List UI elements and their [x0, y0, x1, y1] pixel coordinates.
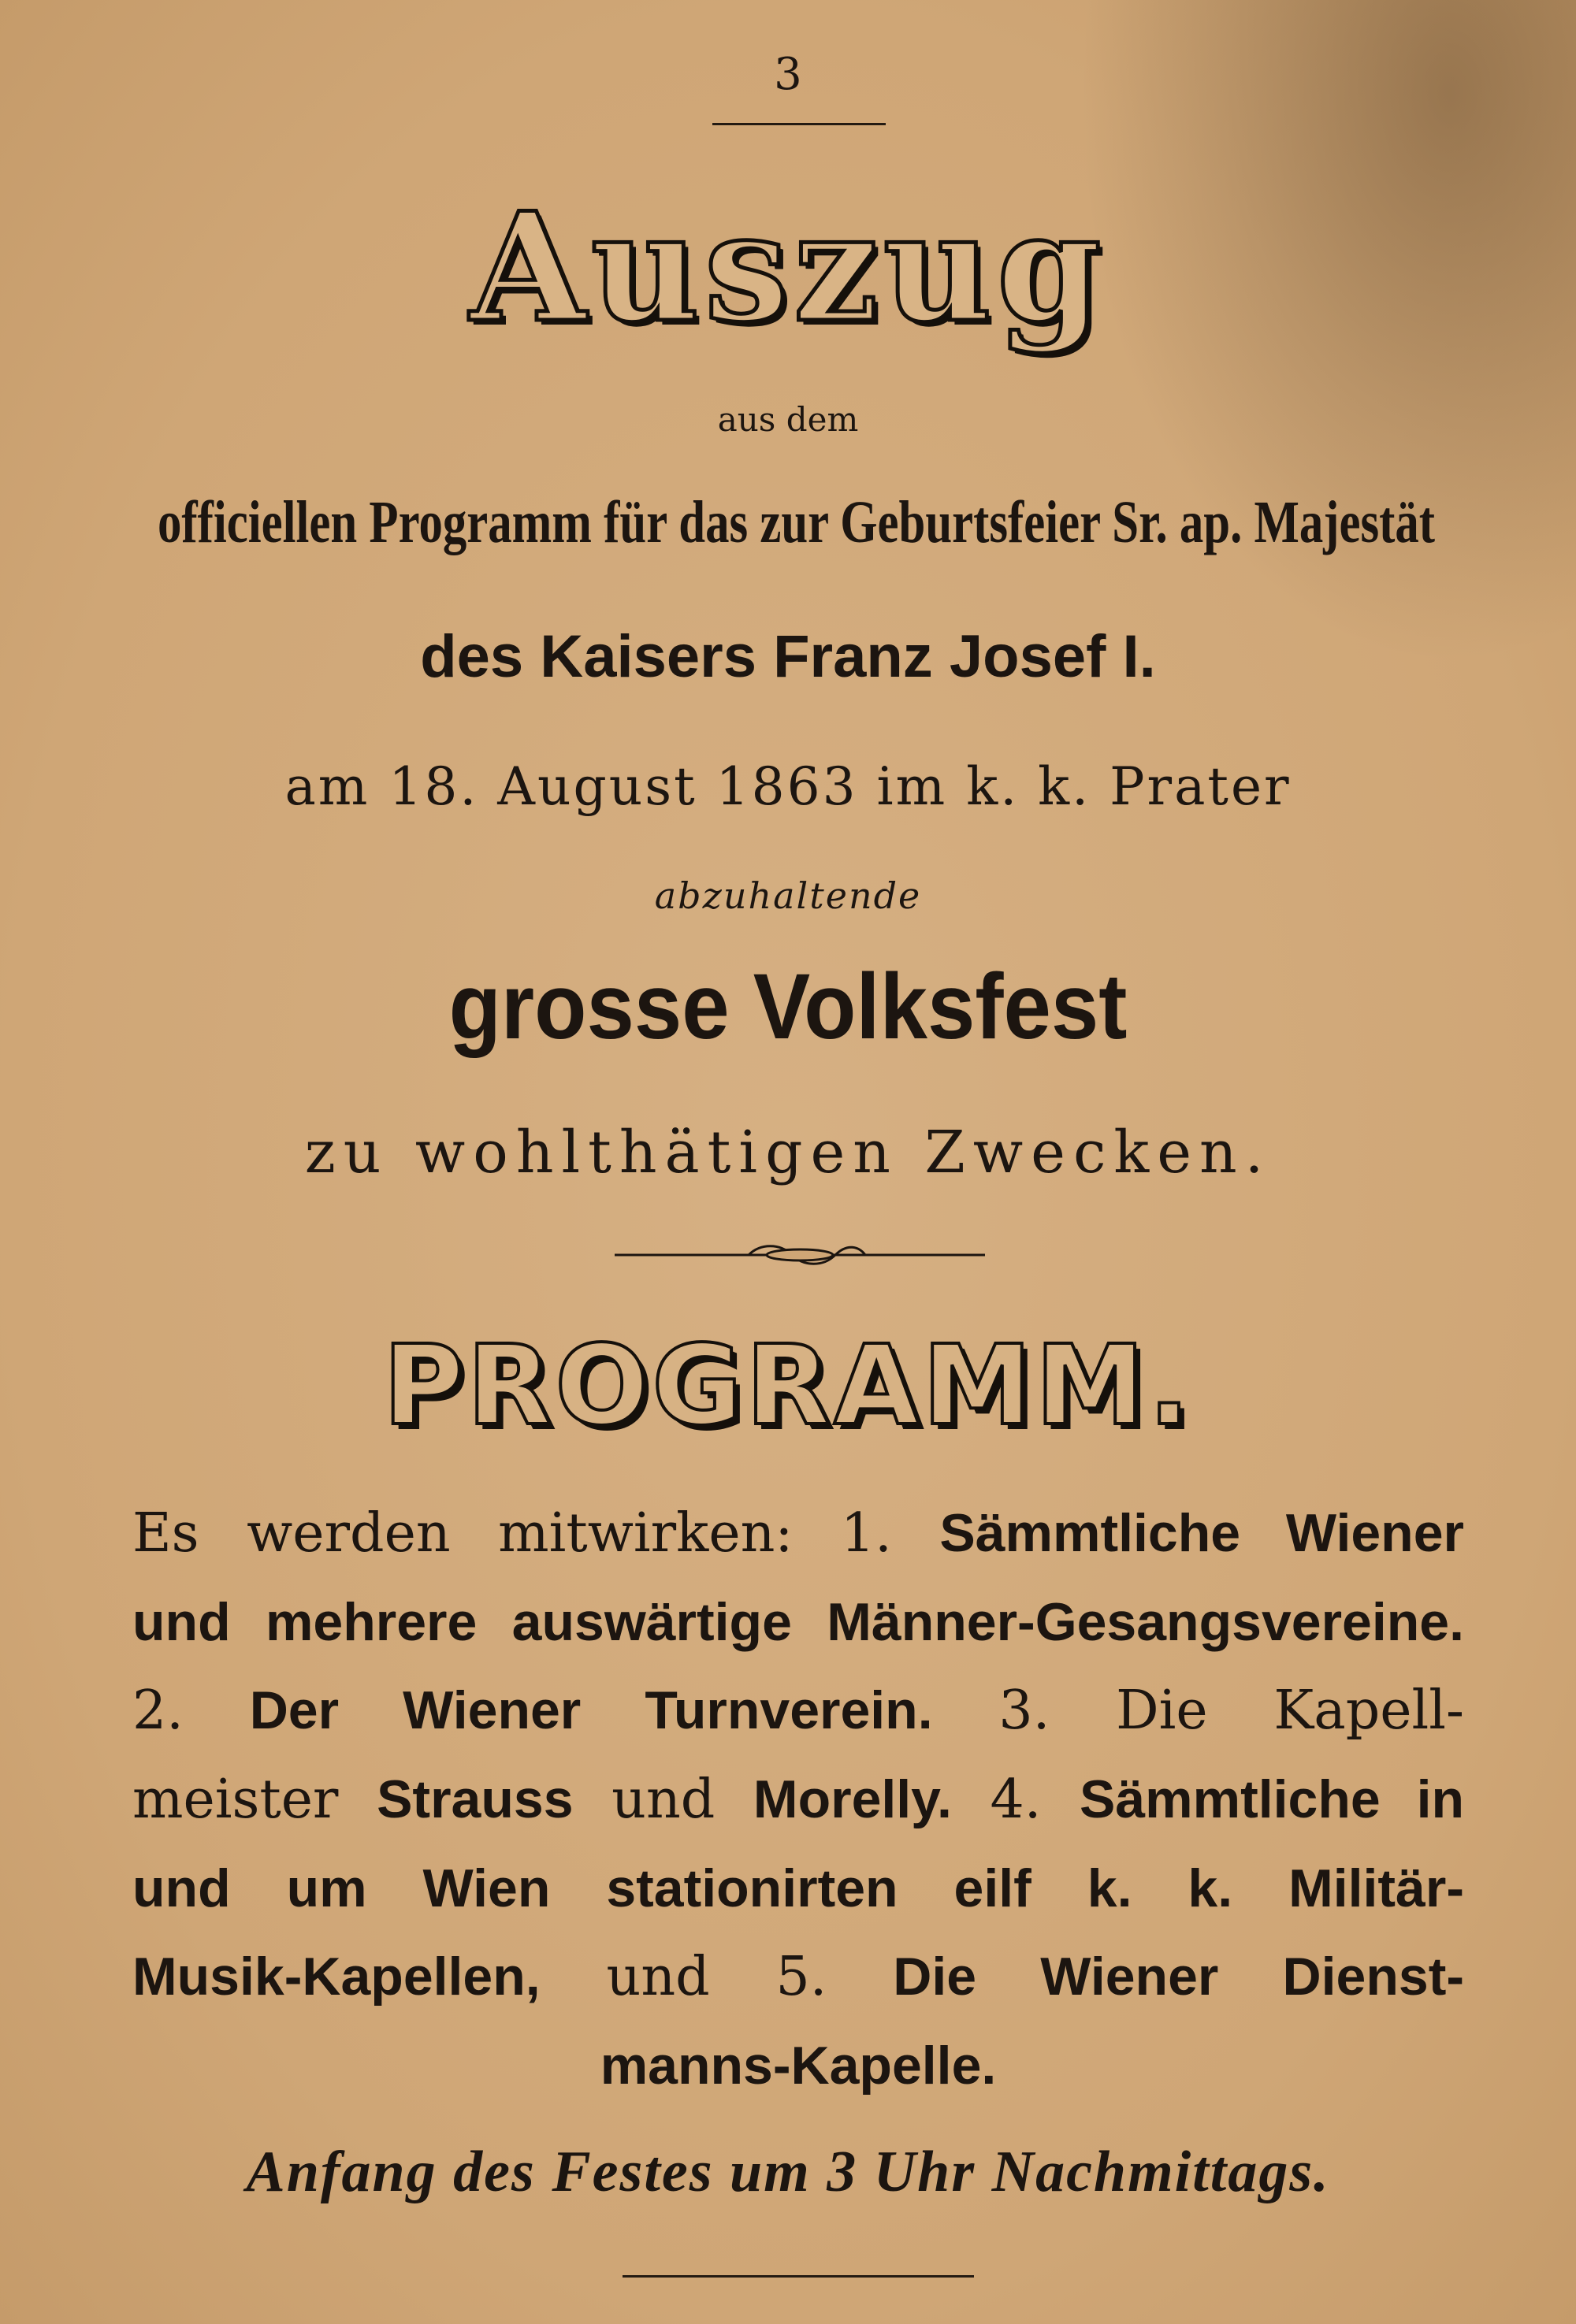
- text-fragment: und: [573, 1769, 753, 1831]
- paragraph-line-7: manns-Kapelle.: [600, 2036, 997, 2096]
- footer-start-time: Anfang des Festes um 3 Uhr Nachmittags.: [246, 2140, 1330, 2204]
- page-number: 3: [774, 49, 802, 100]
- ornament-divider: [615, 1235, 985, 1275]
- header-rule: [712, 123, 886, 125]
- text-fragment: Es werden mitwirken: 1.: [132, 1502, 940, 1565]
- abzuhaltende-line: abzuhaltende: [654, 874, 922, 917]
- text-fragment: meister: [132, 1769, 377, 1831]
- text-fragment: 2.: [132, 1680, 250, 1742]
- volksfest-heading: grosse Volksfest: [448, 955, 1128, 1059]
- purpose-line: zu wohlthätigen Zwecken.: [304, 1119, 1272, 1186]
- text-fragment: Strauss: [377, 1769, 574, 1829]
- footer-rule: [623, 2275, 974, 2278]
- text-fragment: 3. Die Kapell-: [932, 1680, 1464, 1742]
- paragraph-line-1: [132, 1489, 1464, 1578]
- text-fragment: Die Wiener Dienst-: [893, 1947, 1464, 2007]
- paragraph-line-6: [132, 1932, 1464, 2021]
- emperor-line: des Kaisers Franz Josef I.: [420, 623, 1156, 690]
- text-fragment: und 5.: [540, 1946, 894, 2008]
- paragraph-line-5: und um Wien stationirten eilf k. k. Militär-: [132, 1858, 1464, 1918]
- paragraph-line-4: [132, 1755, 1464, 1844]
- text-fragment: Sämmtliche Wiener: [939, 1503, 1464, 1563]
- paragraph-line-3: [132, 1666, 1464, 1755]
- official-program-line: officiellen Programm für das zur Geburtsfeier Sr. ap. Majestät: [158, 489, 1436, 555]
- paragraph-line-2: und mehrere auswärtige Männer-Gesangsvereine.: [132, 1592, 1464, 1652]
- text-fragment: Musik-Kapellen,: [132, 1947, 541, 2007]
- text-fragment: Sämmtliche in: [1079, 1769, 1465, 1829]
- programm-heading: PROGRAMM.: [382, 1322, 1194, 1450]
- title: Auszug: [470, 180, 1106, 355]
- participants-paragraph: [132, 1489, 1464, 2110]
- text-fragment: 4.: [951, 1769, 1080, 1831]
- date-line: am 18. August 1863 im k. k. Prater: [284, 756, 1292, 817]
- text-fragment: Morelly.: [753, 1769, 952, 1829]
- subtitle: aus dem: [717, 400, 859, 439]
- text-fragment: Der Wiener Turnverein.: [249, 1680, 933, 1740]
